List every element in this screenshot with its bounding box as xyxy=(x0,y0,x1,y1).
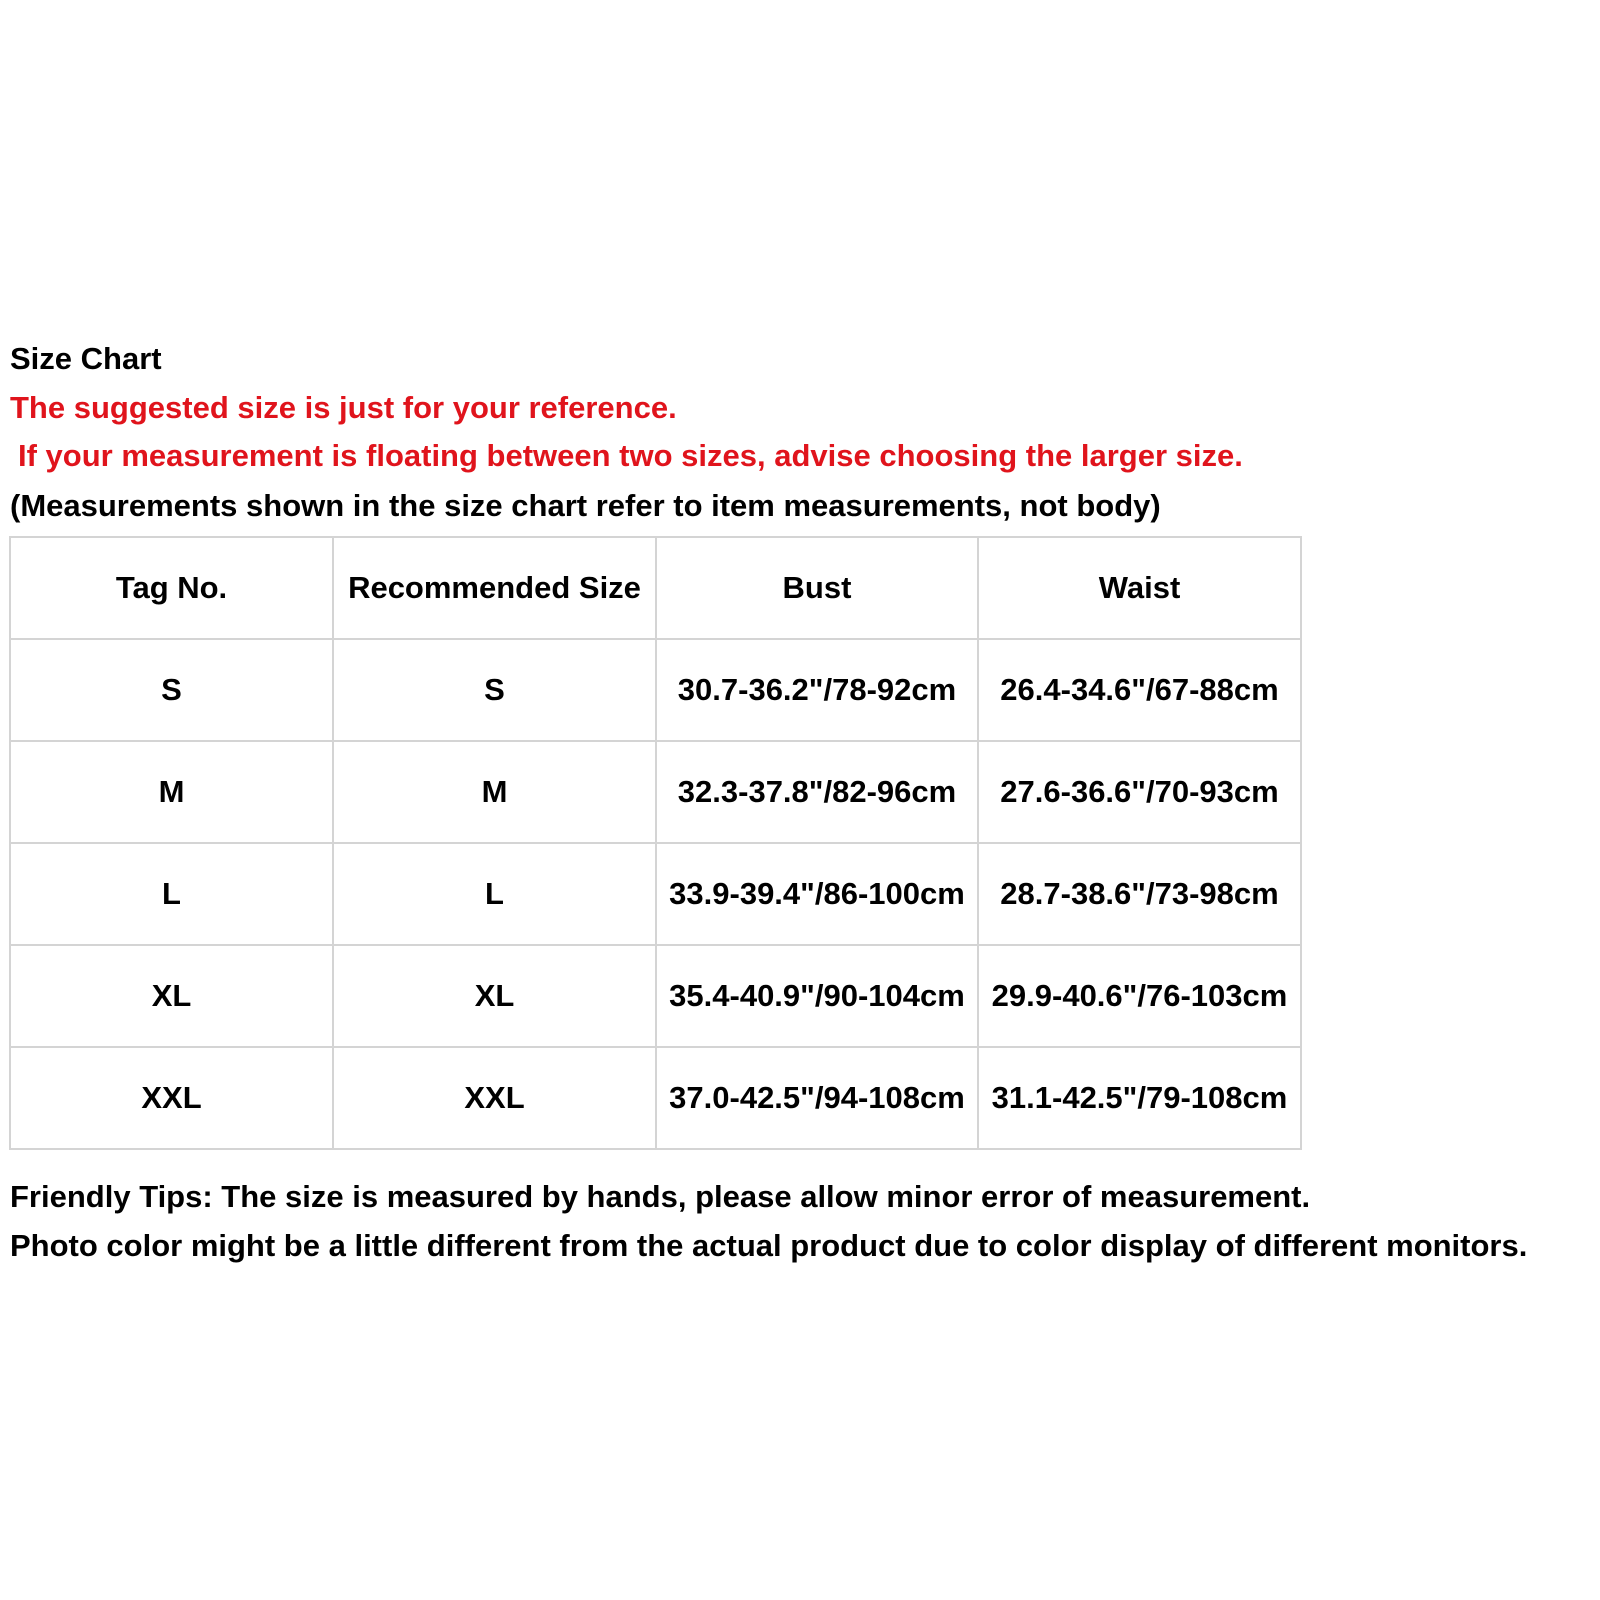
cell-tag-no: XXL xyxy=(10,1047,333,1149)
cell-tag-no: M xyxy=(10,741,333,843)
header-tag-no: Tag No. xyxy=(10,537,333,639)
cell-waist: 27.6-36.6"/70-93cm xyxy=(978,741,1301,843)
measurement-note: (Measurements shown in the size chart refer to item measurements, not body) xyxy=(10,488,1161,523)
cell-bust: 33.9-39.4"/86-100cm xyxy=(656,843,978,945)
cell-bust: 30.7-36.2"/78-92cm xyxy=(656,639,978,741)
size-chart-title: Size Chart xyxy=(10,341,162,376)
cell-bust: 32.3-37.8"/82-96cm xyxy=(656,741,978,843)
cell-waist: 28.7-38.6"/73-98cm xyxy=(978,843,1301,945)
reference-notice: The suggested size is just for your reference. xyxy=(10,390,677,425)
cell-recommended-size: XXL xyxy=(333,1047,656,1149)
cell-tag-no: XL xyxy=(10,945,333,1047)
larger-size-advice: If your measurement is floating between two sizes, advise choosing the larger size. xyxy=(18,438,1243,473)
cell-tag-no: S xyxy=(10,639,333,741)
table-row xyxy=(10,945,1301,1047)
cell-recommended-size: L xyxy=(333,843,656,945)
table-row xyxy=(10,741,1301,843)
friendly-tip-measurement: Friendly Tips: The size is measured by hands, please allow minor error of measurement. xyxy=(10,1179,1311,1214)
cell-waist: 29.9-40.6"/76-103cm xyxy=(978,945,1301,1047)
table-row xyxy=(10,639,1301,741)
header-bust: Bust xyxy=(656,537,978,639)
cell-bust: 37.0-42.5"/94-108cm xyxy=(656,1047,978,1149)
table-header-row xyxy=(10,537,1301,639)
cell-recommended-size: M xyxy=(333,741,656,843)
cell-recommended-size: S xyxy=(333,639,656,741)
header-waist: Waist xyxy=(978,537,1301,639)
size-table xyxy=(9,536,1302,1150)
cell-bust: 35.4-40.9"/90-104cm xyxy=(656,945,978,1047)
cell-tag-no: L xyxy=(10,843,333,945)
table-row xyxy=(10,1047,1301,1149)
cell-waist: 31.1-42.5"/79-108cm xyxy=(978,1047,1301,1149)
cell-waist: 26.4-34.6"/67-88cm xyxy=(978,639,1301,741)
cell-recommended-size: XL xyxy=(333,945,656,1047)
friendly-tip-color: Photo color might be a little different from the actual product due to color display of different monitors. xyxy=(10,1228,1528,1263)
header-recommended-size: Recommended Size xyxy=(333,537,656,639)
table-row xyxy=(10,843,1301,945)
